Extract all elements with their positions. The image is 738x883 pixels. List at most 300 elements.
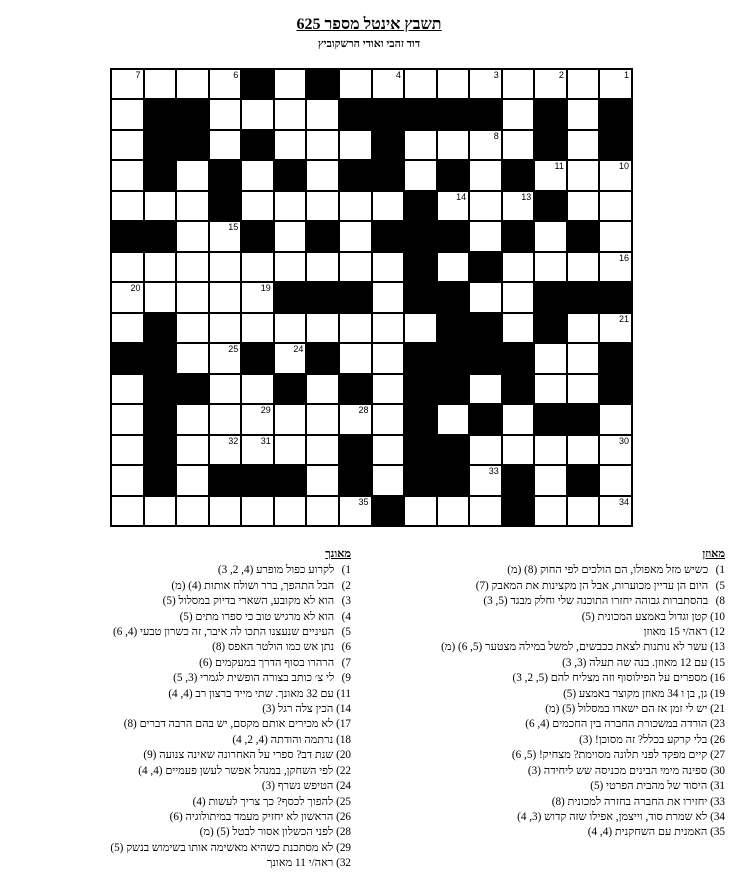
grid-cell[interactable] (241, 374, 274, 404)
grid-cell[interactable] (209, 496, 242, 526)
clue-number: 4 (396, 70, 402, 80)
clue-num: 27) (710, 749, 725, 762)
grid-cell[interactable] (502, 313, 535, 343)
grid-cell[interactable] (567, 313, 600, 343)
grid-cell[interactable] (437, 496, 470, 526)
grid-cell[interactable] (599, 465, 632, 495)
black-cell (404, 435, 437, 465)
black-cell (306, 69, 339, 99)
grid-cell[interactable] (599, 69, 632, 99)
black-cell (502, 221, 535, 251)
black-cell (372, 160, 405, 190)
black-cell (339, 465, 372, 495)
grid-cell[interactable] (534, 374, 567, 404)
black-cell (469, 404, 502, 434)
black-cell (469, 99, 502, 129)
grid-cell[interactable] (534, 69, 567, 99)
grid-cell[interactable] (176, 496, 209, 526)
grid-cell[interactable] (274, 191, 307, 221)
clue-text: ספינה מימי הבינים מכניסה שש ליחידה (3) (527, 764, 711, 777)
black-cell (437, 435, 470, 465)
down-clue (11, 841, 351, 856)
black-cell (209, 191, 242, 221)
grid-cell[interactable] (176, 191, 209, 221)
grid-cell[interactable] (306, 374, 339, 404)
grid-cell[interactable] (144, 252, 177, 282)
black-cell (372, 221, 405, 251)
black-cell (567, 221, 600, 251)
clue-number: 33 (488, 466, 499, 477)
grid-cell[interactable] (111, 160, 144, 190)
grid-cell[interactable] (599, 191, 632, 221)
grid-cell[interactable] (176, 69, 209, 99)
grid-cell[interactable] (599, 496, 632, 526)
black-cell (534, 191, 567, 221)
clue-text: לפני הכשלון אסור לבטל (5) (מ) (199, 826, 337, 839)
grid-cell[interactable] (209, 404, 242, 434)
grid-cell[interactable] (111, 374, 144, 404)
black-cell (144, 343, 177, 373)
grid-cell[interactable] (274, 435, 307, 465)
black-cell (404, 404, 437, 434)
grid-cell[interactable] (339, 221, 372, 251)
grid-cell[interactable] (274, 221, 307, 251)
grid-cell[interactable] (567, 160, 600, 190)
grid-cell[interactable] (241, 160, 274, 190)
grid-cell[interactable] (176, 465, 209, 495)
grid-cell[interactable] (372, 191, 405, 221)
grid-cell[interactable] (502, 69, 535, 99)
grid-cell[interactable] (111, 282, 144, 312)
grid-cell[interactable] (502, 130, 535, 160)
grid-cell[interactable] (176, 221, 209, 251)
grid-cell[interactable] (534, 496, 567, 526)
grid-cell[interactable] (274, 69, 307, 99)
grid-cell[interactable] (404, 496, 437, 526)
grid-cell[interactable] (306, 435, 339, 465)
grid-cell[interactable] (437, 191, 470, 221)
black-cell (274, 282, 307, 312)
grid-cell[interactable] (437, 130, 470, 160)
grid-cell[interactable] (176, 435, 209, 465)
grid-cell[interactable] (241, 191, 274, 221)
grid-cell[interactable] (339, 191, 372, 221)
grid-cell[interactable] (209, 99, 242, 129)
clue-text: בהסתברות גבוהה יחזרו התוכנה שלי וחלק מבגד (5, 3) (483, 595, 711, 608)
down-clue (11, 579, 351, 594)
grid-cell[interactable] (176, 404, 209, 434)
clue-text: הוא לא מרגיש טוב כי ספרו מתים (5) (179, 610, 337, 623)
clue-number: 25 (228, 344, 239, 355)
grid-cell[interactable] (339, 496, 372, 526)
black-cell (144, 99, 177, 129)
down-clue (11, 795, 351, 810)
grid-cell[interactable] (502, 252, 535, 282)
across-clue (395, 810, 725, 825)
grid-cell[interactable] (339, 404, 372, 434)
black-cell (404, 374, 437, 404)
clue-text: שנת דב? ספרי על האחרונה שאינה צנועה (9) (143, 749, 337, 762)
black-cell (372, 99, 405, 129)
black-cell (306, 221, 339, 251)
clue-num: 9) (341, 672, 351, 685)
grid-cell[interactable] (502, 404, 535, 434)
grid-cell[interactable] (372, 69, 405, 99)
grid-cell[interactable] (372, 252, 405, 282)
black-cell (404, 282, 437, 312)
grid-cell[interactable] (469, 465, 502, 495)
grid-cell[interactable] (241, 99, 274, 129)
grid-cell[interactable] (567, 130, 600, 160)
clue-text: קטן וגדול באמצע המכונית (5) (581, 610, 711, 623)
grid-cell[interactable] (437, 252, 470, 282)
across-clue-list (395, 563, 725, 840)
black-cell (469, 313, 502, 343)
clue-text: לא מסתכנת כשהיא מאשימה אותו בשימוש בנשק (5) (110, 841, 337, 854)
grid-cell[interactable] (469, 221, 502, 251)
clue-num: 34) (710, 810, 725, 823)
grid-cell[interactable] (599, 252, 632, 282)
grid-cell[interactable] (372, 343, 405, 373)
black-cell (437, 465, 470, 495)
black-cell (599, 374, 632, 404)
clue-text: להפוך לכסף? כך צריך לעשות (4) (192, 795, 337, 808)
clue-number: 10 (618, 161, 629, 172)
black-cell (599, 282, 632, 312)
grid-cell[interactable] (567, 69, 600, 99)
grid-cell[interactable] (176, 252, 209, 282)
crossword-grid[interactable] (110, 68, 633, 527)
black-cell (144, 221, 177, 251)
grid-cell[interactable] (111, 496, 144, 526)
down-clue (11, 563, 351, 578)
grid-cell[interactable] (274, 99, 307, 129)
black-cell (567, 404, 600, 434)
grid-cell[interactable] (599, 221, 632, 251)
grid-cell[interactable] (144, 191, 177, 221)
grid-cell[interactable] (144, 496, 177, 526)
across-clue (395, 795, 725, 810)
grid-cell[interactable] (339, 252, 372, 282)
black-cell (144, 404, 177, 434)
grid-cell[interactable] (469, 435, 502, 465)
clue-number: 30 (618, 435, 629, 446)
clue-num: 8) (715, 595, 725, 608)
across-clue (395, 779, 725, 794)
black-cell (241, 69, 274, 99)
grid-cell[interactable] (209, 282, 242, 312)
clue-text: קיים מפקד לפני תלונה מסוימת? מצחיק! (5, 6) (511, 749, 711, 762)
grid-cell[interactable] (567, 99, 600, 129)
grid-cell[interactable] (274, 496, 307, 526)
black-cell (111, 343, 144, 373)
clue-num: 1) (715, 564, 725, 577)
grid-cell[interactable] (534, 435, 567, 465)
grid-cell[interactable] (306, 99, 339, 129)
grid-cell[interactable] (111, 99, 144, 129)
grid-cell[interactable] (111, 69, 144, 99)
clue-num: 12) (710, 626, 725, 639)
grid-cell[interactable] (241, 313, 274, 343)
grid-cell[interactable] (437, 404, 470, 434)
grid-cell[interactable] (241, 404, 274, 434)
grid-cell[interactable] (339, 313, 372, 343)
grid-cell[interactable] (567, 343, 600, 373)
clue-num: 33) (710, 795, 725, 808)
across-clue (395, 579, 725, 594)
clue-text: הבל התהפך, ברר ושולח אותות (4) (מ) (171, 579, 337, 592)
clue-text: הכין צלה רגל (3) (262, 703, 337, 716)
grid-cell[interactable] (534, 252, 567, 282)
grid-cell[interactable] (404, 313, 437, 343)
clue-num: 3) (341, 595, 351, 608)
grid-cell[interactable] (274, 130, 307, 160)
grid-cell[interactable] (469, 374, 502, 404)
black-cell (599, 343, 632, 373)
grid-cell[interactable] (111, 313, 144, 343)
clue-text: עם 12 מאוזן. בנה שה תעלה (3, 3) (562, 656, 711, 669)
clue-text: האמנית עם השחקנית (4, 4) (587, 826, 711, 839)
clue-text: הראשון לא יחזיק מעמד במיתולוגיה (6) (169, 810, 337, 823)
black-cell (404, 191, 437, 221)
grid-cell[interactable] (306, 496, 339, 526)
grid-cell[interactable] (502, 282, 535, 312)
black-cell (176, 130, 209, 160)
black-cell (144, 313, 177, 343)
black-cell (534, 313, 567, 343)
grid-cell[interactable] (306, 313, 339, 343)
grid-cell[interactable] (372, 465, 405, 495)
black-cell (437, 160, 470, 190)
grid-cell[interactable] (372, 282, 405, 312)
grid-cell[interactable] (404, 130, 437, 160)
clue-num: 22) (336, 764, 351, 777)
grid-cell[interactable] (567, 496, 600, 526)
grid-cell[interactable] (306, 252, 339, 282)
grid-cell[interactable] (372, 313, 405, 343)
black-cell (111, 221, 144, 251)
black-cell (502, 343, 535, 373)
black-cell (567, 465, 600, 495)
grid-cell[interactable] (241, 282, 274, 312)
grid-cell[interactable] (176, 313, 209, 343)
grid-cell[interactable] (209, 252, 242, 282)
across-clue (395, 764, 725, 779)
down-clue (11, 687, 351, 702)
clue-num: 21) (710, 703, 725, 716)
clue-num: 24) (336, 780, 351, 793)
across-clues (395, 547, 725, 841)
clue-num: 11) (336, 687, 351, 700)
grid-cell[interactable] (274, 252, 307, 282)
grid-cell[interactable] (274, 343, 307, 373)
clue-number: 14 (456, 191, 467, 202)
grid-cell[interactable] (111, 465, 144, 495)
grid-cell[interactable] (469, 282, 502, 312)
clue-number: 31 (260, 435, 271, 446)
black-cell (274, 160, 307, 190)
clue-num: 29) (336, 841, 351, 854)
grid-cell[interactable] (209, 130, 242, 160)
clue-number: 35 (358, 496, 369, 507)
clue-num: 35) (710, 826, 725, 839)
black-cell (404, 465, 437, 495)
black-cell (437, 221, 470, 251)
grid-cell[interactable] (502, 435, 535, 465)
grid-cell[interactable] (111, 252, 144, 282)
grid-cell[interactable] (567, 191, 600, 221)
down-clue (11, 764, 351, 779)
clue-number: 24 (293, 344, 304, 355)
grid-cell[interactable] (469, 496, 502, 526)
clue-num: 13) (710, 641, 725, 654)
grid-cell[interactable] (404, 160, 437, 190)
grid-cell[interactable] (306, 130, 339, 160)
grid-cell[interactable] (176, 343, 209, 373)
down-clue (11, 594, 351, 609)
black-cell (567, 282, 600, 312)
black-cell (241, 221, 274, 251)
clue-number: 3 (493, 70, 499, 80)
clue-text: הורדה במשכורת החברה בין החכמים (4, 6) (525, 718, 711, 731)
black-cell (339, 99, 372, 129)
clue-num: 7) (341, 656, 351, 669)
clue-number: 11 (554, 161, 564, 172)
grid-cell[interactable] (176, 282, 209, 312)
grid-cell[interactable] (209, 313, 242, 343)
grid-cell[interactable] (241, 252, 274, 282)
down-clue-list (11, 563, 351, 871)
grid-cell[interactable] (469, 69, 502, 99)
black-cell (241, 130, 274, 160)
clue-num: 1) (341, 564, 351, 577)
grid-cell[interactable] (372, 404, 405, 434)
black-cell (599, 130, 632, 160)
grid-cell[interactable] (437, 69, 470, 99)
down-clue (11, 810, 351, 825)
black-cell (502, 465, 535, 495)
grid-cell[interactable] (209, 435, 242, 465)
grid-cell[interactable] (339, 69, 372, 99)
clue-text: עם 32 מאונך. שתי מייד ברצון רב (4, 4) (168, 687, 337, 700)
grid-cell[interactable] (372, 435, 405, 465)
clue-number: 20 (130, 283, 141, 294)
clue-num: 28) (336, 826, 351, 839)
grid-cell[interactable] (469, 191, 502, 221)
grid-cell[interactable] (111, 191, 144, 221)
down-clue (11, 610, 351, 625)
clue-text: עשר לא נותנות לצאת ככבשים, למשל במילה מצטער (5, 6) (מ) (441, 641, 711, 654)
grid-cell[interactable] (534, 343, 567, 373)
grid-cell[interactable] (599, 435, 632, 465)
black-cell (209, 160, 242, 190)
black-cell (437, 343, 470, 373)
grid-cell[interactable] (404, 69, 437, 99)
clue-text: הוא לא מקובע, השארי בדיוק במסלול (5) (162, 595, 337, 608)
clue-text: ראה/י 11 מאונך (266, 857, 337, 870)
clue-text: לא מכירים אותם מקסם, יש בהם הרבה דברים (8) (123, 718, 337, 731)
clue-text: לפי השחקן, במנהל אפשר לעשן פעמיים (4, 4) (138, 764, 337, 777)
grid-cell[interactable] (241, 435, 274, 465)
grid-cell[interactable] (339, 343, 372, 373)
grid-cell[interactable] (534, 221, 567, 251)
grid-cell[interactable] (209, 343, 242, 373)
black-cell (176, 99, 209, 129)
grid-cell[interactable] (209, 69, 242, 99)
grid-cell[interactable] (111, 404, 144, 434)
grid-cell[interactable] (306, 465, 339, 495)
grid-cell[interactable] (534, 160, 567, 190)
grid-cell[interactable] (469, 130, 502, 160)
grid-cell[interactable] (274, 404, 307, 434)
black-cell (339, 374, 372, 404)
grid-cell[interactable] (502, 99, 535, 129)
grid-cell[interactable] (111, 435, 144, 465)
across-clue (395, 687, 725, 702)
black-cell (534, 99, 567, 129)
grid-cell[interactable] (599, 404, 632, 434)
down-clue (11, 748, 351, 763)
grid-cell[interactable] (306, 191, 339, 221)
clue-text: יש לי זמן אז הם ישארו במסלול (5) (מ) (545, 703, 711, 716)
grid-cell[interactable] (502, 191, 535, 221)
clue-text: יחזירו את החברה בחזרה למכונית (8) (551, 795, 711, 808)
black-cell (469, 343, 502, 373)
black-cell (372, 496, 405, 526)
clue-num: 4) (341, 610, 351, 623)
grid-cell[interactable] (241, 496, 274, 526)
black-cell (241, 343, 274, 373)
clue-num: 18) (336, 733, 351, 746)
clue-num: 23) (710, 718, 725, 731)
grid-cell[interactable] (176, 160, 209, 190)
black-cell (144, 465, 177, 495)
grid-cell[interactable] (144, 282, 177, 312)
clue-number: 29 (260, 405, 271, 416)
clue-text: מספרים על הפילוסוף וזה מצליח להם (5, 2, 3) (512, 672, 711, 685)
down-clue (11, 733, 351, 748)
grid-cell[interactable] (111, 130, 144, 160)
grid-cell[interactable] (306, 160, 339, 190)
clue-text: לא שמרת סוד, וייצמן, אפילו שזה קדוש (3, 4) (517, 810, 711, 823)
grid-cell[interactable] (567, 374, 600, 404)
grid-cell[interactable] (209, 374, 242, 404)
across-clue (395, 733, 725, 748)
grid-cell[interactable] (567, 435, 600, 465)
grid-cell[interactable] (306, 404, 339, 434)
grid-cell[interactable] (534, 465, 567, 495)
black-cell (502, 374, 535, 404)
clue-num: 2) (341, 579, 351, 592)
grid-cell[interactable] (599, 160, 632, 190)
grid-cell[interactable] (274, 313, 307, 343)
grid-cell[interactable] (567, 252, 600, 282)
grid-cell[interactable] (372, 374, 405, 404)
grid-cell[interactable] (339, 130, 372, 160)
grid-cell[interactable] (599, 313, 632, 343)
clue-number: 28 (358, 405, 369, 416)
clue-num: 5) (341, 626, 351, 639)
clue-num: 32) (336, 857, 351, 870)
grid-cell[interactable] (209, 221, 242, 251)
grid-cell[interactable] (144, 69, 177, 99)
across-clue (395, 656, 725, 671)
grid-cell[interactable] (469, 160, 502, 190)
clue-number: 2 (558, 70, 564, 80)
black-cell (404, 221, 437, 251)
black-cell (209, 465, 242, 495)
clue-text: היסוד של מהבית הפרטי (5) (590, 780, 711, 793)
